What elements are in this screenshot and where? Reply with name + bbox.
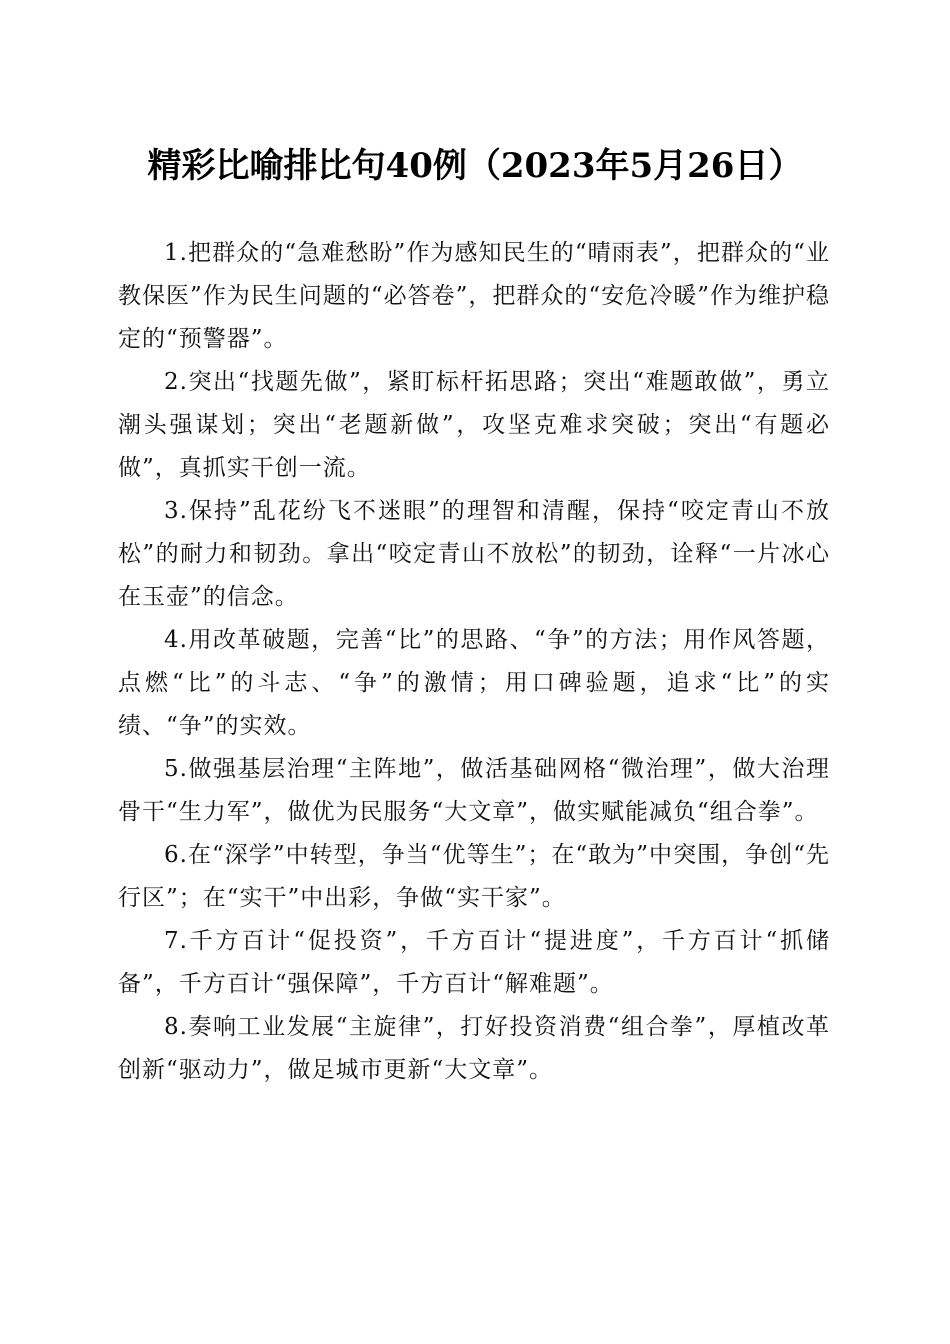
document-body — [118, 232, 830, 1092]
paragraph-5: 5.做强基层治理“主阵地”，做活基础网格“微治理”，做大治理骨干“生力军”，做优为民服务“大文章”，做实赋能减负“组合拳”。 — [118, 756, 830, 825]
paragraph-1: 1.把群众的“急难愁盼”作为感知民生的“晴雨表”，把群众的“业教保医”作为民生问题的“必答卷”，把群众的“安危冷暖”作为维护稳定的“预警器”。 — [118, 240, 830, 352]
paragraph-3: 3.保持”乱花纷飞不迷眼”的理智和清醒，保持“咬定青山不放松”的耐力和韧劲。拿出“咬定青山不放松”的韧劲，诠释“一片冰心在玉壶”的信念。 — [118, 498, 830, 610]
paragraph-4: 4.用改革破题，完善“比”的思路、“争”的方法；用作风答题，点燃“比”的斗志、“争”的激情；用口碑验题，追求“比”的实绩、“争”的实效。 — [118, 627, 830, 739]
paragraph-2: 2.突出“找题先做”，紧盯标杆拓思路；突出“难题敢做”，勇立潮头强谋划；突出“老题新做”，攻坚克难求突破；突出“有题必做”，真抓实干创一流。 — [118, 369, 830, 481]
paragraph-8: 8.奏响工业发展“主旋律”，打好投资消费“组合拳”，厚植改革创新“驱动力”，做足城市更新“大文章”。 — [118, 1014, 830, 1083]
document-title: 精彩比喻排比句40例（2023年5月26日） — [147, 146, 803, 186]
paragraph-6: 6.在“深学”中转型，争当“优等生”；在“敢为”中突围，争创“先行区”；在“实干”中出彩，争做“实干家”。 — [118, 842, 830, 911]
paragraph-7: 7.千方百计“促投资”，千方百计“提进度”，千方百计“抓储备”，千方百计“强保障”，千方百计“解难题”。 — [118, 928, 830, 997]
